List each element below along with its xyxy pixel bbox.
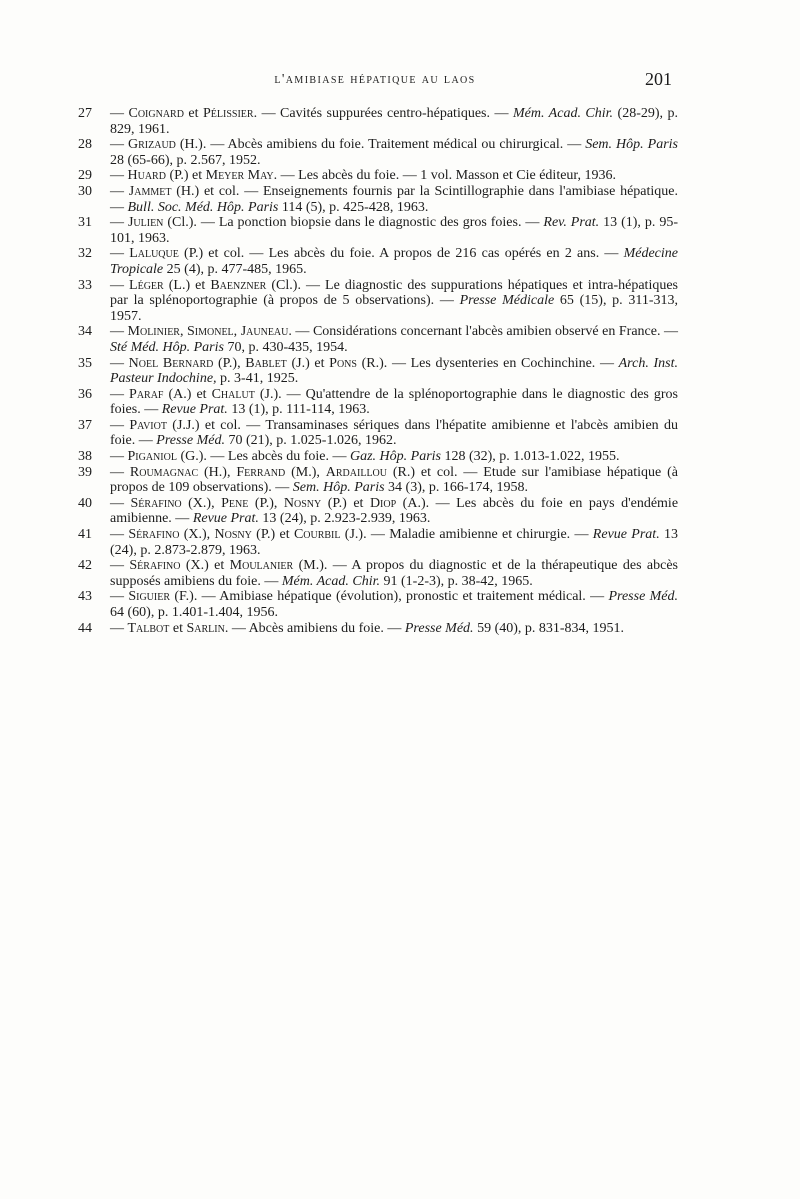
author-name: Noel Bernard: [128, 355, 214, 371]
reference-number: 28: [78, 137, 92, 153]
author-name: Pene: [221, 495, 249, 511]
reference-entry: [78, 449, 678, 465]
reference-number: 30: [78, 183, 92, 199]
reference-segment: (M.). — A propos du diagnostic et de la thérapeutique des abcès supposés amibiens du foie. —: [110, 558, 679, 589]
reference-entry: [78, 168, 678, 184]
reference-text: [110, 106, 678, 137]
author-name: Siguier: [128, 589, 171, 605]
reference-number: 36: [78, 386, 92, 402]
journal-title: Arch. Inst. Pasteur Indochine,: [110, 355, 678, 387]
running-title: l'amibiase hépatique au laos: [274, 72, 476, 87]
author-name: Courbil: [293, 527, 341, 543]
reference-dash: —: [110, 527, 129, 543]
reference-dash: —: [110, 449, 128, 465]
author-name: Pélissier: [203, 106, 254, 121]
author-name: Piganiol: [127, 449, 177, 465]
reference-dash: —: [110, 215, 128, 231]
journal-title: Gaz. Hôp. Paris: [349, 449, 441, 465]
reference-segment: (P.) et: [321, 495, 370, 511]
reference-text: [110, 184, 678, 215]
page-number: 201: [645, 69, 672, 89]
reference-segment: (H.) et col. — Enseignements fournis par la Scintillographie dans l'amibiase hépatique. —: [110, 183, 678, 215]
reference-segment: 65 (15), p. 311-313, 1957.: [110, 293, 679, 324]
reference-segment: 70 (21), p. 1.025-1.026, 1962.: [224, 433, 397, 449]
author-name: Meyer May: [205, 168, 274, 184]
reference-segment: 114 (5), p. 425-428, 1963.: [278, 199, 429, 215]
reference-segment: (F.). — Amibiase hépatique (évolution), pronostic et traitement médical. —: [170, 589, 609, 605]
reference-segment: 128 (32), p. 1.013-1.022, 1955.: [440, 449, 620, 465]
author-name: Grizaud: [128, 137, 176, 153]
reference-segment: (M.),: [285, 464, 326, 480]
reference-entry: [78, 465, 678, 496]
reference-dash: —: [110, 324, 128, 340]
author-name: Laluque: [129, 246, 179, 262]
journal-title: Revue Prat.: [161, 402, 228, 418]
reference-text: [110, 449, 678, 465]
reference-segment: 70, p. 430-435, 1954.: [223, 339, 348, 355]
reference-segment: (A.). — Les abcès du foie en pays d'endémie amibienne. —: [110, 495, 679, 527]
reference-entry: [78, 621, 678, 637]
journal-title: Presse Méd.: [404, 620, 474, 636]
reference-number: 41: [78, 527, 92, 543]
reference-entry: [78, 589, 678, 620]
author-name: Paviot: [129, 417, 167, 433]
author-name: Pons: [329, 355, 357, 371]
reference-segment: 25 (4), p. 477-485, 1965.: [163, 261, 307, 277]
reference-segment: (P.),: [248, 495, 284, 511]
reference-segment: (L.) et: [163, 277, 211, 293]
reference-dash: —: [110, 386, 130, 402]
reference-segment: (A.) et: [163, 386, 212, 402]
author-name: Julien: [127, 215, 164, 231]
reference-segment: (H.),: [198, 464, 237, 480]
reference-dash: —: [110, 246, 130, 262]
reference-text: [110, 356, 678, 387]
author-name: Moulanier: [229, 558, 294, 574]
reference-text: [110, 589, 678, 620]
reference-text: [110, 621, 678, 637]
reference-number: 33: [78, 277, 92, 293]
reference-entry: [78, 278, 678, 325]
reference-segment: 13 (1), p. 95-101, 1963.: [110, 215, 678, 246]
reference-segment: 13 (24), p. 2.923-2.939, 1963.: [258, 511, 431, 527]
journal-title: Médecine Tropicale: [110, 246, 679, 277]
reference-entry: [78, 356, 678, 387]
reference-dash: —: [110, 495, 131, 511]
reference-number: 43: [78, 589, 92, 605]
author-name: Diop: [369, 495, 397, 511]
reference-segment: (J.) et: [286, 355, 330, 371]
reference-segment: . — Considérations concernant l'abcès amibien observé en France. —: [288, 324, 678, 340]
reference-segment: 59 (40), p. 831-834, 1951.: [473, 620, 625, 636]
reference-segment: . — Les abcès du foie. — 1 vol. Masson et Cie éditeur, 1936.: [273, 168, 617, 184]
reference-segment: 13 (1), p. 111-114, 1963.: [227, 402, 370, 418]
author-name: Nosny: [283, 495, 322, 511]
author-name: Ardaillou: [325, 464, 387, 480]
reference-text: [110, 558, 678, 589]
reference-text: [110, 278, 678, 325]
journal-title: Mém. Acad. Chir.: [281, 573, 380, 589]
reference-segment: (R.) et col. — Etude sur l'amibiase hépatique (à propos de 109 observations). —: [110, 464, 679, 496]
journal-title: Revue Prat.: [192, 511, 259, 527]
reference-segment: 13 (24), p. 2.873-2.879, 1963.: [110, 527, 678, 558]
journal-title: Presse Méd.: [608, 589, 679, 605]
reference-entry: [78, 246, 678, 277]
reference-number: 40: [78, 495, 92, 511]
author-name: Chalut: [211, 386, 255, 402]
reference-number: 32: [78, 246, 92, 262]
reference-number: 29: [78, 168, 92, 184]
reference-segment: (Cl.). — Le diagnostic des suppurations hépatiques et intra-hépatiques par la splénoportographie (à propos de 5 observations). —: [110, 277, 678, 309]
author-name: Roumagnac: [129, 464, 199, 480]
reference-segment: et: [183, 106, 204, 121]
author-name: Léger: [129, 277, 164, 293]
reference-segment: (28-29), p. 829, 1961.: [110, 106, 679, 137]
author-name: Molinier, Simonel, Jauneau: [127, 324, 289, 340]
reference-number: 27: [78, 106, 92, 121]
reference-text: [110, 137, 678, 168]
reference-segment: 28 (65-66), p. 2.567, 1952.: [110, 152, 261, 168]
reference-entry: [78, 387, 678, 418]
reference-dash: —: [110, 589, 129, 605]
reference-entry: [78, 184, 678, 215]
reference-segment: (P.) et col. — Les abcès du foie. A propos de 216 cas opérés en 2 ans. —: [178, 246, 624, 262]
reference-number: 38: [78, 449, 92, 465]
reference-text: [110, 527, 678, 558]
journal-title: Revue Prat.: [592, 527, 660, 543]
reference-number: 34: [78, 324, 92, 340]
reference-dash: —: [110, 620, 128, 636]
reference-segment: (Cl.). — La ponction biopsie dans le diagnostic des gros foies. —: [163, 215, 544, 231]
reference-segment: p. 3-41, 1925.: [216, 371, 299, 387]
author-name: Baenzner: [210, 277, 267, 293]
author-name: Sérafino: [128, 527, 180, 543]
reference-segment: (P.) et: [165, 168, 206, 184]
reference-segment: (X.),: [181, 495, 222, 511]
reference-segment: (X.) et: [180, 558, 230, 574]
journal-title: Presse Médicale: [459, 293, 555, 309]
reference-segment: 91 (1-2-3), p. 38-42, 1965.: [380, 573, 533, 589]
journal-title: Sem. Hôp. Paris: [292, 480, 385, 496]
reference-dash: —: [110, 417, 130, 433]
reference-dash: —: [110, 464, 130, 480]
reference-text: [110, 418, 678, 449]
reference-segment: 34 (3), p. 166-174, 1958.: [384, 480, 529, 496]
journal-title: Sté Méd. Hôp. Paris: [110, 339, 224, 355]
reference-dash: —: [110, 183, 129, 199]
author-name: Sérafino: [129, 558, 181, 574]
author-name: Huard: [127, 168, 166, 184]
reference-entry: [78, 106, 678, 137]
reference-number: 42: [78, 558, 92, 574]
reference-number: 39: [78, 464, 92, 480]
reference-number: 44: [78, 620, 92, 636]
author-name: Coignard: [128, 106, 184, 121]
reference-entry: [78, 418, 678, 449]
reference-dash: —: [110, 355, 129, 371]
reference-segment: (J.). — Qu'attendre de la splénoportographie dans le diagnostic des gros foies. —: [110, 386, 678, 418]
reference-segment: (H.). — Abcès amibiens du foie. Traitement médical ou chirurgical. —: [175, 137, 586, 153]
author-name: Bablet: [245, 355, 287, 371]
reference-dash: —: [110, 277, 130, 293]
reference-entry: [78, 558, 678, 589]
reference-segment: (X.),: [179, 527, 215, 543]
reference-segment: (G.). — Les abcès du foie. —: [176, 449, 350, 465]
reference-segment: (P.),: [213, 355, 246, 371]
reference-text: [110, 387, 678, 418]
journal-title: Rev. Prat.: [543, 215, 600, 231]
journal-title: Bull. Soc. Méd. Hôp. Paris: [127, 199, 279, 215]
reference-dash: —: [110, 558, 130, 574]
reference-text: [110, 465, 678, 496]
reference-text: [110, 246, 678, 277]
reference-segment: et: [169, 620, 187, 636]
reference-text: [110, 496, 678, 527]
journal-title: Sem. Hôp. Paris: [585, 137, 678, 153]
running-header: [78, 69, 672, 94]
reference-segment: . — Abcès amibiens du foie. —: [224, 620, 405, 636]
author-name: Talbot: [127, 620, 170, 636]
reference-segment: (J.J.) et col. — Transaminases sériques dans l'hépatite amibienne et l'abcès amibien du foie. —: [110, 417, 678, 449]
reference-number: 35: [78, 355, 92, 371]
reference-text: [110, 324, 678, 355]
reference-segment: (R.). — Les dysenteries en Cochinchine. —: [356, 355, 619, 371]
reference-list: [78, 106, 678, 636]
reference-segment: (J.). — Maladie amibienne et chirurgie. —: [340, 527, 593, 543]
author-name: Nosny: [214, 527, 252, 543]
reference-entry: [78, 215, 678, 246]
author-name: Sérafino: [130, 495, 182, 511]
reference-text: [110, 215, 678, 246]
reference-entry: [78, 324, 678, 355]
reference-dash: —: [110, 137, 128, 153]
reference-entry: [78, 527, 678, 558]
author-name: Jammet: [128, 183, 172, 199]
reference-entry: [78, 137, 678, 168]
reference-segment: (P.) et: [251, 527, 294, 543]
reference-dash: —: [110, 168, 128, 184]
reference-text: [110, 168, 678, 184]
reference-number: 31: [78, 215, 92, 231]
reference-entry: [78, 496, 678, 527]
author-name: Ferrand: [236, 464, 286, 480]
reference-number: 37: [78, 417, 92, 433]
author-name: Sarlin: [186, 620, 225, 636]
journal-title: Presse Méd.: [156, 433, 225, 449]
reference-segment: . — Cavités suppurées centro-hépatiques. —: [253, 106, 513, 121]
author-name: Paraf: [129, 386, 164, 402]
reference-dash: —: [110, 106, 129, 121]
journal-title: Mém. Acad. Chir.: [512, 106, 614, 121]
reference-segment: 64 (60), p. 1.401-1.404, 1956.: [110, 605, 278, 620]
